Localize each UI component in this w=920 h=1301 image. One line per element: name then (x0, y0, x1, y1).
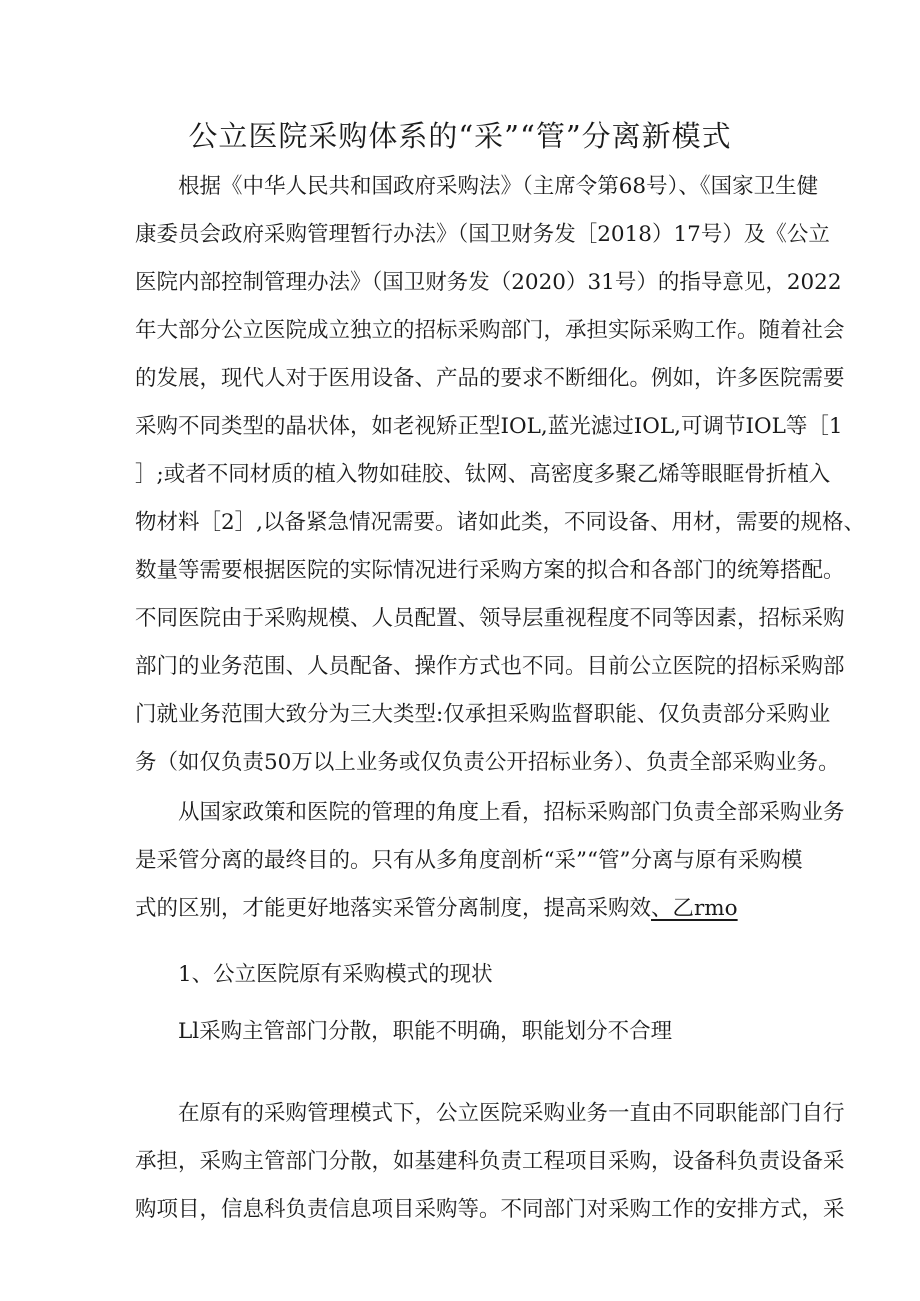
paragraph-1-line-4: 年大部分公立医院成立独立的招标采购部门，承担实际采购工作。随着社会 (135, 318, 845, 343)
paragraph-1-line-11: 部门的业务范围、人员配备、操作方式也不同。目前公立医院的招标采购部 (135, 654, 845, 679)
paragraph-2-underlined-tail: 、乙rmo (651, 896, 738, 921)
paragraph-1-line-12: 门就业务范围大致分为三大类型:仅承担采购监督职能、仅负责部分采购业 (135, 702, 831, 727)
paragraph-1-line-10: 不同医院由于采购规模、人员配置、领导层重视程度不同等因素，招标采购 (135, 606, 845, 631)
paragraph-2-line-3 (135, 894, 738, 924)
paragraph-1-line-7: ］;或者不同材质的植入物如硅胶、钛网、高密度多聚乙烯等眼眶骨折植入 (135, 462, 831, 487)
paragraph-3-line-2: 承担，采购主管部门分散，如基建科负责工程项目采购，设备科负责设备采 (135, 1149, 845, 1174)
paragraph-1-line-6: 采购不同类型的晶状体，如老视矫正型IOL,蓝光滤过IOL,可调节IOL等［1 (135, 414, 843, 439)
paragraph-2-line-3-text: 式的区别，才能更好地落实采管分离制度，提高采购效 (135, 896, 652, 921)
paragraph-1-line-9: 数量等需要根据医院的实际情况进行采购方案的拟合和各部门的统筹搭配。 (135, 558, 845, 583)
paragraph-3-line-3: 购项目，信息科负责信息项目采购等。不同部门对采购工作的安排方式，采 (135, 1197, 845, 1222)
section-heading: 1、公立医院原有采购模式的现状 (178, 962, 493, 987)
paragraph-1-line-2: 康委员会政府采购管理暂行办法》（国卫财务发［2018）17号）及《公立 (135, 222, 830, 247)
paragraph-3-line-1: 在原有的采购管理模式下，公立医院采购业务一直由不同职能部门自行 (178, 1101, 845, 1126)
paragraph-1-line-1: 根据《中华人民共和国政府采购法》（主席令第68号）、《国家卫生健 (178, 174, 819, 199)
paragraph-2-line-1: 从国家政策和医院的管理的角度上看，招标采购部门负责全部采购业务 (178, 800, 845, 825)
subsection-heading: Ll采购主管部门分散，职能不明确，职能划分不合理 (178, 1019, 673, 1044)
document-title: 公立医院采购体系的“采”“管”分离新模式 (188, 119, 732, 153)
paragraph-1-line-5: 的发展，现代人对于医用设备、产品的要求不断细化。例如，许多医院需要 (135, 366, 845, 391)
paragraph-1-line-13: 务（如仅负责50万以上业务或仅负责公开招标业务）、负责全部采购业务。 (135, 750, 840, 775)
paragraph-1-line-3: 医院内部控制管理办法》（国卫财务发（2020）31号）的指导意见，2022 (135, 270, 842, 295)
paragraph-2-line-2: 是采管分离的最终目的。只有从多角度剖析“采”“管”分离与原有采购模 (135, 848, 803, 873)
paragraph-1-line-8: 物材料［2］,以备紧急情况需要。诸如此类，不同设备、用材，需要的规格、 (135, 510, 866, 535)
